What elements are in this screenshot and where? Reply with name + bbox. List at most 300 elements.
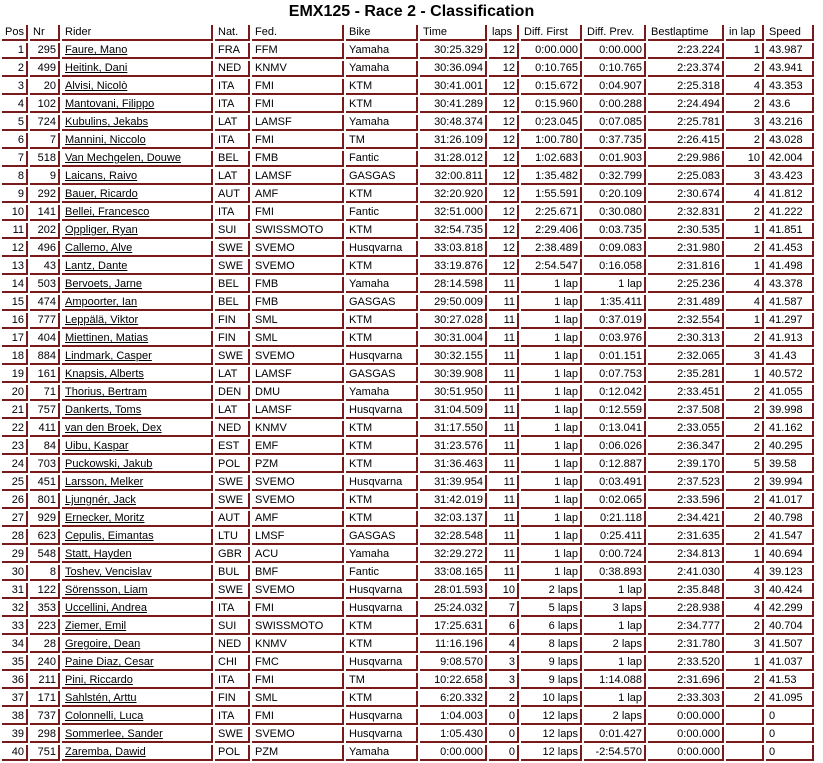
fed-cell: AMF bbox=[252, 511, 344, 527]
time-cell: 31:39.954 bbox=[420, 475, 487, 491]
bestlaptime-cell: 2:25.083 bbox=[648, 169, 724, 185]
laps-cell: 11 bbox=[489, 475, 519, 491]
laps-cell: 11 bbox=[489, 349, 519, 365]
in-lap-cell: 1 bbox=[726, 547, 764, 563]
bike-cell: KTM bbox=[346, 457, 418, 473]
rider-link[interactable]: Mantovani, Filippo bbox=[65, 98, 155, 110]
fed-cell: FMB bbox=[252, 277, 344, 293]
pos-cell: 4 bbox=[2, 97, 28, 113]
rider-link[interactable]: van den Broek, Dex bbox=[65, 422, 162, 434]
fed-cell: SML bbox=[252, 331, 344, 347]
bike-cell: KTM bbox=[346, 619, 418, 635]
speed-cell: 41.453 bbox=[766, 241, 814, 257]
bestlaptime-cell: 2:33.596 bbox=[648, 493, 724, 509]
speed-cell: 41.547 bbox=[766, 529, 814, 545]
laps-cell: 12 bbox=[489, 205, 519, 221]
speed-cell: 41.587 bbox=[766, 295, 814, 311]
laps-cell: 12 bbox=[489, 259, 519, 275]
diff-prev-cell: 0:37.019 bbox=[584, 313, 646, 329]
rider-link[interactable]: Faure, Mano bbox=[65, 44, 128, 56]
in-lap-cell: 4 bbox=[726, 565, 764, 581]
bestlaptime-cell: 2:34.777 bbox=[648, 619, 724, 635]
rider-link[interactable]: Oppliger, Ryan bbox=[65, 224, 138, 236]
time-cell: 17:25.631 bbox=[420, 619, 487, 635]
table-row bbox=[2, 403, 814, 419]
speed-cell: 43.6 bbox=[766, 97, 814, 113]
diff-prev-cell: 2 laps bbox=[584, 709, 646, 725]
diff-first-cell: 2 laps bbox=[521, 583, 582, 599]
diff-first-cell: 8 laps bbox=[521, 637, 582, 653]
diff-first-cell: 2:25.671 bbox=[521, 205, 582, 221]
pos-cell: 32 bbox=[2, 601, 28, 617]
rider-cell bbox=[62, 583, 213, 599]
bestlaptime-cell: 2:25.318 bbox=[648, 79, 724, 95]
nr-cell: 929 bbox=[30, 511, 60, 527]
table-row bbox=[2, 583, 814, 599]
bestlaptime-cell: 2:26.415 bbox=[648, 133, 724, 149]
time-cell: 28:14.598 bbox=[420, 277, 487, 293]
pos-cell: 15 bbox=[2, 295, 28, 311]
rider-link[interactable]: Knapsis, Alberts bbox=[65, 368, 144, 380]
rider-link[interactable]: Laicans, Raivo bbox=[65, 170, 138, 182]
time-cell: 32:54.735 bbox=[420, 223, 487, 239]
bike-cell: Yamaha bbox=[346, 115, 418, 131]
nat-cell: AUT bbox=[215, 187, 250, 203]
nat-cell: LAT bbox=[215, 367, 250, 383]
laps-cell: 4 bbox=[489, 637, 519, 653]
col-header-pos: Pos bbox=[2, 25, 28, 41]
nr-cell: 724 bbox=[30, 115, 60, 131]
diff-prev-cell: 0:20.109 bbox=[584, 187, 646, 203]
bike-cell: Husqvarna bbox=[346, 583, 418, 599]
diff-first-cell: 1:02.683 bbox=[521, 151, 582, 167]
fed-cell: SWISSMOTO bbox=[252, 619, 344, 635]
rider-cell bbox=[62, 637, 213, 653]
rider-link[interactable]: Pini, Riccardo bbox=[65, 674, 133, 686]
bestlaptime-cell: 2:37.508 bbox=[648, 403, 724, 419]
diff-first-cell: 1 lap bbox=[521, 385, 582, 401]
rider-link[interactable]: Heitink, Dani bbox=[65, 62, 128, 74]
rider-link[interactable]: Sörensson, Liam bbox=[65, 584, 148, 596]
rider-link[interactable]: Bervoets, Jarne bbox=[65, 278, 143, 290]
time-cell: 33:03.818 bbox=[420, 241, 487, 257]
pos-cell: 11 bbox=[2, 223, 28, 239]
fed-cell: KNMV bbox=[252, 637, 344, 653]
rider-cell bbox=[62, 439, 213, 455]
diff-first-cell: 1:00.780 bbox=[521, 133, 582, 149]
rider-cell bbox=[62, 511, 213, 527]
rider-link[interactable]: Puckowski, Jakub bbox=[65, 458, 153, 470]
fed-cell: AMF bbox=[252, 187, 344, 203]
col-header-rider: Rider bbox=[62, 25, 213, 41]
nr-cell: 623 bbox=[30, 529, 60, 545]
time-cell: 31:26.109 bbox=[420, 133, 487, 149]
in-lap-cell: 3 bbox=[726, 115, 764, 131]
nr-cell: 884 bbox=[30, 349, 60, 365]
table-row bbox=[2, 421, 814, 437]
fed-cell: FFM bbox=[252, 43, 344, 59]
nat-cell: EST bbox=[215, 439, 250, 455]
diff-first-cell: 1:55.591 bbox=[521, 187, 582, 203]
rider-link[interactable]: Gregoire, Dean bbox=[65, 638, 141, 650]
rider-link[interactable]: Sahlstén, Arttu bbox=[65, 692, 137, 704]
pos-cell: 13 bbox=[2, 259, 28, 275]
nr-cell: 223 bbox=[30, 619, 60, 635]
in-lap-cell: 4 bbox=[726, 295, 764, 311]
rider-link[interactable]: Bellei, Francesco bbox=[65, 206, 150, 218]
pos-cell: 25 bbox=[2, 475, 28, 491]
rider-link[interactable]: Ljungnér, Jack bbox=[65, 494, 136, 506]
nat-cell: SWE bbox=[215, 259, 250, 275]
rider-link[interactable]: Sommerlee, Sander bbox=[65, 728, 163, 740]
diff-prev-cell: 0:12.042 bbox=[584, 385, 646, 401]
fed-cell: SWISSMOTO bbox=[252, 223, 344, 239]
table-row bbox=[2, 79, 814, 95]
laps-cell: 12 bbox=[489, 61, 519, 77]
time-cell: 29:50.009 bbox=[420, 295, 487, 311]
pos-cell: 28 bbox=[2, 529, 28, 545]
in-lap-cell: 1 bbox=[726, 313, 764, 329]
pos-cell: 7 bbox=[2, 151, 28, 167]
bestlaptime-cell: 2:41.030 bbox=[648, 565, 724, 581]
bestlaptime-cell: 2:25.236 bbox=[648, 277, 724, 293]
in-lap-cell: 5 bbox=[726, 457, 764, 473]
speed-cell: 41.851 bbox=[766, 223, 814, 239]
bestlaptime-cell: 0:00.000 bbox=[648, 745, 724, 761]
diff-first-cell: 12 laps bbox=[521, 709, 582, 725]
rider-cell bbox=[62, 529, 213, 545]
pos-cell: 6 bbox=[2, 133, 28, 149]
diff-first-cell: 0:15.960 bbox=[521, 97, 582, 113]
laps-cell: 11 bbox=[489, 439, 519, 455]
pos-cell: 35 bbox=[2, 655, 28, 671]
nat-cell: SWE bbox=[215, 493, 250, 509]
classification-table bbox=[0, 23, 816, 763]
speed-cell: 40.572 bbox=[766, 367, 814, 383]
bike-cell: Husqvarna bbox=[346, 241, 418, 257]
fed-cell: SVEMO bbox=[252, 259, 344, 275]
pos-cell: 22 bbox=[2, 421, 28, 437]
rider-cell bbox=[62, 709, 213, 725]
speed-cell: 43.216 bbox=[766, 115, 814, 131]
rider-link[interactable]: Paine Diaz, Cesar bbox=[65, 656, 154, 668]
speed-cell: 43.028 bbox=[766, 133, 814, 149]
bestlaptime-cell: 2:31.696 bbox=[648, 673, 724, 689]
rider-link[interactable]: Toshev, Vencislav bbox=[65, 566, 152, 578]
nr-cell: 548 bbox=[30, 547, 60, 563]
pos-cell: 1 bbox=[2, 43, 28, 59]
speed-cell: 41.913 bbox=[766, 331, 814, 347]
in-lap-cell: 1 bbox=[726, 223, 764, 239]
time-cell: 30:41.289 bbox=[420, 97, 487, 113]
speed-cell: 0 bbox=[766, 709, 814, 725]
rider-cell bbox=[62, 565, 213, 581]
col-header-in-lap: in lap bbox=[726, 25, 764, 41]
nat-cell: BEL bbox=[215, 277, 250, 293]
rider-link[interactable]: Zaremba, Dawid bbox=[65, 746, 146, 758]
nat-cell: LAT bbox=[215, 169, 250, 185]
rider-link[interactable]: Ampoorter, Ian bbox=[65, 296, 138, 308]
table-row bbox=[2, 673, 814, 689]
in-lap-cell: 2 bbox=[726, 475, 764, 491]
diff-prev-cell: 1:14.088 bbox=[584, 673, 646, 689]
rider-link[interactable]: Miettinen, Matias bbox=[65, 332, 149, 344]
nat-cell: ITA bbox=[215, 205, 250, 221]
time-cell: 1:04.003 bbox=[420, 709, 487, 725]
rider-link[interactable]: Uccellini, Andrea bbox=[65, 602, 147, 614]
laps-cell: 0 bbox=[489, 727, 519, 743]
rider-cell bbox=[62, 691, 213, 707]
rider-cell bbox=[62, 457, 213, 473]
time-cell: 30:39.908 bbox=[420, 367, 487, 383]
diff-prev-cell: 1:35.411 bbox=[584, 295, 646, 311]
diff-first-cell: 1 lap bbox=[521, 565, 582, 581]
nr-cell: 751 bbox=[30, 745, 60, 761]
fed-cell: KNMV bbox=[252, 421, 344, 437]
table-row bbox=[2, 745, 814, 761]
laps-cell: 10 bbox=[489, 583, 519, 599]
rider-cell bbox=[62, 475, 213, 491]
laps-cell: 11 bbox=[489, 367, 519, 383]
bike-cell: Yamaha bbox=[346, 547, 418, 563]
rider-cell bbox=[62, 619, 213, 635]
in-lap-cell: 3 bbox=[726, 583, 764, 599]
bestlaptime-cell: 2:34.813 bbox=[648, 547, 724, 563]
nat-cell: SWE bbox=[215, 583, 250, 599]
fed-cell: ACU bbox=[252, 547, 344, 563]
laps-cell: 3 bbox=[489, 673, 519, 689]
nat-cell: ITA bbox=[215, 673, 250, 689]
laps-cell: 0 bbox=[489, 745, 519, 761]
table-row bbox=[2, 115, 814, 131]
time-cell: 32:51.000 bbox=[420, 205, 487, 221]
bestlaptime-cell: 2:31.489 bbox=[648, 295, 724, 311]
table-row bbox=[2, 511, 814, 527]
fed-cell: SML bbox=[252, 313, 344, 329]
nr-cell: 503 bbox=[30, 277, 60, 293]
rider-link[interactable]: Alvisi, Nicolò bbox=[65, 80, 128, 92]
in-lap-cell: 3 bbox=[726, 637, 764, 653]
nat-cell: AUT bbox=[215, 511, 250, 527]
diff-prev-cell: -2:54.570 bbox=[584, 745, 646, 761]
diff-first-cell: 1 lap bbox=[521, 475, 582, 491]
nr-cell: 703 bbox=[30, 457, 60, 473]
nr-cell: 202 bbox=[30, 223, 60, 239]
rider-link[interactable]: Larsson, Melker bbox=[65, 476, 144, 488]
bike-cell: KTM bbox=[346, 637, 418, 653]
time-cell: 33:08.165 bbox=[420, 565, 487, 581]
bike-cell: Yamaha bbox=[346, 385, 418, 401]
speed-cell: 41.507 bbox=[766, 637, 814, 653]
bike-cell: TM bbox=[346, 133, 418, 149]
diff-prev-cell: 0:06.026 bbox=[584, 439, 646, 455]
in-lap-cell bbox=[726, 709, 764, 725]
rider-cell bbox=[62, 601, 213, 617]
table-row bbox=[2, 151, 814, 167]
bestlaptime-cell: 2:33.303 bbox=[648, 691, 724, 707]
nat-cell: POL bbox=[215, 745, 250, 761]
fed-cell: EMF bbox=[252, 439, 344, 455]
time-cell: 30:27.028 bbox=[420, 313, 487, 329]
table-row bbox=[2, 601, 814, 617]
table-row bbox=[2, 565, 814, 581]
table-row bbox=[2, 133, 814, 149]
bike-cell: GASGAS bbox=[346, 529, 418, 545]
bike-cell: KTM bbox=[346, 439, 418, 455]
pos-cell: 30 bbox=[2, 565, 28, 581]
fed-cell: FMI bbox=[252, 79, 344, 95]
pos-cell: 21 bbox=[2, 403, 28, 419]
nat-cell: SWE bbox=[215, 727, 250, 743]
time-cell: 30:31.004 bbox=[420, 331, 487, 347]
laps-cell: 6 bbox=[489, 619, 519, 635]
nat-cell: FRA bbox=[215, 43, 250, 59]
bestlaptime-cell: 2:33.451 bbox=[648, 385, 724, 401]
pos-cell: 39 bbox=[2, 727, 28, 743]
pos-cell: 5 bbox=[2, 115, 28, 131]
laps-cell: 12 bbox=[489, 43, 519, 59]
time-cell: 32:20.920 bbox=[420, 187, 487, 203]
speed-cell: 39.58 bbox=[766, 457, 814, 473]
time-cell: 30:25.329 bbox=[420, 43, 487, 59]
bike-cell: Husqvarna bbox=[346, 655, 418, 671]
nat-cell: POL bbox=[215, 457, 250, 473]
header-row bbox=[2, 25, 814, 41]
diff-prev-cell: 1 lap bbox=[584, 277, 646, 293]
in-lap-cell bbox=[726, 727, 764, 743]
in-lap-cell: 1 bbox=[726, 655, 764, 671]
rider-link[interactable]: Lindmark, Casper bbox=[65, 350, 152, 362]
nr-cell: 102 bbox=[30, 97, 60, 113]
diff-first-cell: 2:38.489 bbox=[521, 241, 582, 257]
bestlaptime-cell: 2:32.831 bbox=[648, 205, 724, 221]
table-row bbox=[2, 259, 814, 275]
in-lap-cell: 1 bbox=[726, 259, 764, 275]
table-row bbox=[2, 547, 814, 563]
rider-link[interactable]: Bauer, Ricardo bbox=[65, 188, 138, 200]
laps-cell: 11 bbox=[489, 313, 519, 329]
rider-cell bbox=[62, 187, 213, 203]
table-row bbox=[2, 619, 814, 635]
pos-cell: 19 bbox=[2, 367, 28, 383]
diff-prev-cell: 0:37.735 bbox=[584, 133, 646, 149]
in-lap-cell: 2 bbox=[726, 673, 764, 689]
pos-cell: 27 bbox=[2, 511, 28, 527]
diff-prev-cell: 0:10.765 bbox=[584, 61, 646, 77]
pos-cell: 26 bbox=[2, 493, 28, 509]
fed-cell: LAMSF bbox=[252, 403, 344, 419]
speed-cell: 0 bbox=[766, 727, 814, 743]
nat-cell: BEL bbox=[215, 151, 250, 167]
rider-cell bbox=[62, 133, 213, 149]
rider-link[interactable]: Ziemer, Emil bbox=[65, 620, 127, 632]
diff-first-cell: 5 laps bbox=[521, 601, 582, 617]
rider-link[interactable]: Statt, Hayden bbox=[65, 548, 132, 560]
rider-cell bbox=[62, 367, 213, 383]
nat-cell: FIN bbox=[215, 331, 250, 347]
bestlaptime-cell: 2:31.980 bbox=[648, 241, 724, 257]
rider-link[interactable]: Thorius, Bertram bbox=[65, 386, 147, 398]
rider-cell bbox=[62, 421, 213, 437]
rider-link[interactable]: Leppälä, Viktor bbox=[65, 314, 139, 326]
rider-link[interactable]: Colonnelli, Luca bbox=[65, 710, 144, 722]
in-lap-cell: 4 bbox=[726, 601, 764, 617]
bestlaptime-cell: 2:31.635 bbox=[648, 529, 724, 545]
rider-cell bbox=[62, 277, 213, 293]
table-row bbox=[2, 61, 814, 77]
table-row bbox=[2, 295, 814, 311]
diff-first-cell: 1 lap bbox=[521, 511, 582, 527]
in-lap-cell: 2 bbox=[726, 241, 764, 257]
bestlaptime-cell: 2:30.535 bbox=[648, 223, 724, 239]
speed-cell: 41.017 bbox=[766, 493, 814, 509]
rider-link[interactable]: Callemo, Alve bbox=[65, 242, 133, 254]
rider-link[interactable]: Dankerts, Toms bbox=[65, 404, 142, 416]
diff-first-cell: 1 lap bbox=[521, 277, 582, 293]
rider-link[interactable]: Ernecker, Moritz bbox=[65, 512, 145, 524]
nat-cell: SWE bbox=[215, 475, 250, 491]
nr-cell: 43 bbox=[30, 259, 60, 275]
rider-link[interactable]: Lantz, Dante bbox=[65, 260, 128, 272]
table-row bbox=[2, 709, 814, 725]
diff-prev-cell: 0:30.080 bbox=[584, 205, 646, 221]
bike-cell: KTM bbox=[346, 187, 418, 203]
bike-cell: KTM bbox=[346, 79, 418, 95]
diff-first-cell: 2:54.547 bbox=[521, 259, 582, 275]
diff-prev-cell: 0:02.065 bbox=[584, 493, 646, 509]
rider-link[interactable]: Kubulins, Jekabs bbox=[65, 116, 149, 128]
diff-prev-cell: 0:03.735 bbox=[584, 223, 646, 239]
diff-prev-cell: 0:09.083 bbox=[584, 241, 646, 257]
col-header-diff-prev: Diff. Prev. bbox=[584, 25, 646, 41]
diff-first-cell: 1 lap bbox=[521, 349, 582, 365]
fed-cell: FMI bbox=[252, 601, 344, 617]
speed-cell: 41.297 bbox=[766, 313, 814, 329]
nr-cell: 28 bbox=[30, 637, 60, 653]
table-row bbox=[2, 439, 814, 455]
rider-link[interactable]: Van Mechgelen, Douwe bbox=[65, 152, 181, 164]
diff-prev-cell: 0:07.085 bbox=[584, 115, 646, 131]
pos-cell: 17 bbox=[2, 331, 28, 347]
speed-cell: 40.424 bbox=[766, 583, 814, 599]
in-lap-cell: 1 bbox=[726, 43, 764, 59]
pos-cell: 29 bbox=[2, 547, 28, 563]
rider-link[interactable]: Mannini, Niccolo bbox=[65, 134, 146, 146]
diff-prev-cell: 0:21.118 bbox=[584, 511, 646, 527]
bestlaptime-cell: 2:39.170 bbox=[648, 457, 724, 473]
in-lap-cell: 2 bbox=[726, 61, 764, 77]
rider-cell bbox=[62, 493, 213, 509]
bike-cell: Yamaha bbox=[346, 61, 418, 77]
diff-prev-cell: 0:03.976 bbox=[584, 331, 646, 347]
speed-cell: 39.123 bbox=[766, 565, 814, 581]
rider-link[interactable]: Cepulis, Eimantas bbox=[65, 530, 154, 542]
fed-cell: FMI bbox=[252, 133, 344, 149]
pos-cell: 8 bbox=[2, 169, 28, 185]
nat-cell: FIN bbox=[215, 691, 250, 707]
laps-cell: 12 bbox=[489, 151, 519, 167]
nr-cell: 211 bbox=[30, 673, 60, 689]
diff-first-cell: 0:23.045 bbox=[521, 115, 582, 131]
rider-cell bbox=[62, 349, 213, 365]
bike-cell: Fantic bbox=[346, 205, 418, 221]
fed-cell: LAMSF bbox=[252, 367, 344, 383]
rider-link[interactable]: Uibu, Kaspar bbox=[65, 440, 129, 452]
table-row bbox=[2, 313, 814, 329]
bike-cell: KTM bbox=[346, 97, 418, 113]
in-lap-cell: 2 bbox=[726, 439, 764, 455]
pos-cell: 16 bbox=[2, 313, 28, 329]
